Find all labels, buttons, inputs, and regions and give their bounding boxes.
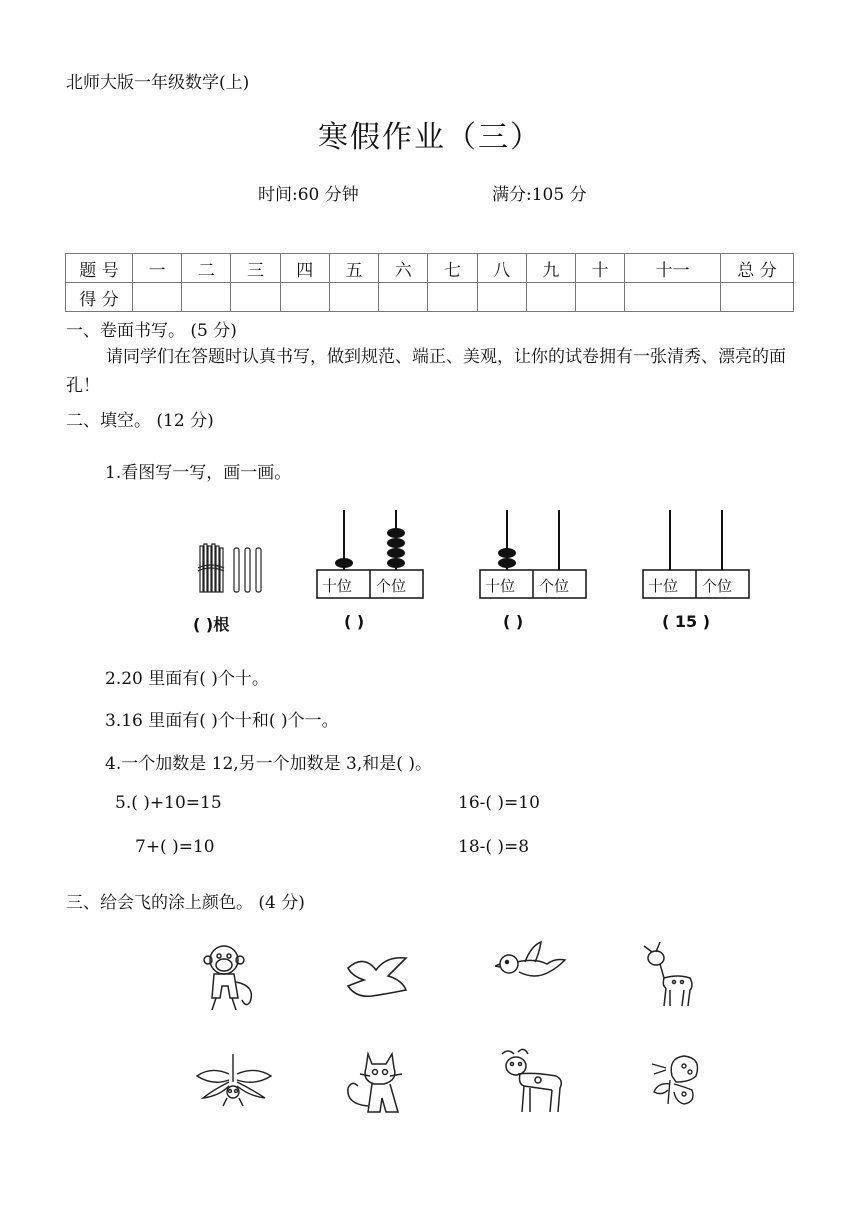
abacus-2-tens-label: 十位 [485, 577, 516, 595]
score-table-score-row [66, 283, 794, 312]
score-cell[interactable] [477, 283, 526, 312]
table-cell: 三 [231, 254, 280, 283]
table-cell: 五 [329, 254, 378, 283]
question-4: 4.一个加数是 12,另一个加数是 3,和是( )。 [105, 754, 432, 774]
question-2: 2.20 里面有( )个十。 [105, 669, 269, 689]
abacus-1-answer: ( ) [344, 612, 365, 631]
time-limit: 时间:60 分钟 [258, 185, 359, 205]
abacus-3-ones-label: 个位 [702, 577, 733, 595]
section-3-heading: 三、给会飞的涂上颜色。 (4 分) [66, 893, 305, 913]
page-title: 寒假作业（三） [318, 120, 542, 155]
table-cell: 十 [575, 254, 624, 283]
section-1-heading: 一、卷面书写。 (5 分) [66, 321, 237, 341]
page-subtitle: 北师大版一年级数学(上) [66, 73, 250, 93]
score-cell[interactable] [182, 283, 231, 312]
question-3: 3.16 里面有( )个十和( )个一。 [105, 711, 339, 731]
section-2-heading: 二、填空。 (12 分) [66, 411, 214, 431]
score-cell[interactable] [625, 283, 721, 312]
abacus-2-answer: ( ) [503, 612, 524, 631]
table-cell: 九 [526, 254, 575, 283]
question-1: 1.看图写一写，画一画。 [105, 463, 292, 483]
score-cell[interactable] [379, 283, 428, 312]
full-score: 满分:105 分 [492, 185, 587, 205]
table-cell: 十一 [625, 254, 721, 283]
abacus-3-answer: ( 15 ) [662, 612, 711, 631]
question-5b: 16-( )=10 [458, 793, 540, 813]
abacus-1-tens-label: 十位 [322, 577, 353, 595]
score-cell[interactable] [721, 283, 794, 312]
table-cell: 一 [133, 254, 182, 283]
sticks-answer: ( )根 [193, 615, 230, 634]
score-table [65, 253, 794, 312]
table-cell: 七 [428, 254, 477, 283]
dove-icon[interactable] [342, 950, 410, 1002]
abacus-3-tens-label: 十位 [648, 577, 679, 595]
score-cell[interactable] [575, 283, 624, 312]
table-cell: 二 [182, 254, 231, 283]
goat-icon[interactable] [494, 1046, 570, 1116]
table-cell: 四 [280, 254, 329, 283]
dragonfly-icon[interactable] [195, 1052, 273, 1110]
abacus-1-ones-label: 个位 [376, 577, 407, 595]
bird-icon[interactable] [495, 940, 567, 988]
monkey-icon[interactable] [198, 942, 260, 1016]
table-cell: 得 分 [66, 283, 133, 312]
score-cell[interactable] [428, 283, 477, 312]
section-1-text: 请同学们在答题时认真书写，做到规范、端正、美观，让你的试卷拥有一张清秀、漂亮的面孔！ [66, 347, 786, 396]
score-cell[interactable] [133, 283, 182, 312]
question-5c: 7+( )=10 [135, 837, 215, 857]
score-table-header-row [66, 254, 794, 283]
score-cell[interactable] [329, 283, 378, 312]
butterfly-icon[interactable] [648, 1054, 704, 1108]
abacus-2-ones-label: 个位 [539, 577, 570, 595]
score-cell[interactable] [526, 283, 575, 312]
question-5a: 5.( )+10=15 [115, 793, 222, 813]
sticks-figure [190, 540, 270, 600]
table-cell: 六 [379, 254, 428, 283]
cat-icon[interactable] [340, 1048, 416, 1118]
deer-icon[interactable] [638, 938, 700, 1010]
table-cell: 八 [477, 254, 526, 283]
question-5d: 18-( )=8 [458, 837, 530, 857]
table-cell: 题 号 [66, 254, 133, 283]
score-cell[interactable] [280, 283, 329, 312]
table-cell: 总 分 [721, 254, 794, 283]
score-cell[interactable] [231, 283, 280, 312]
